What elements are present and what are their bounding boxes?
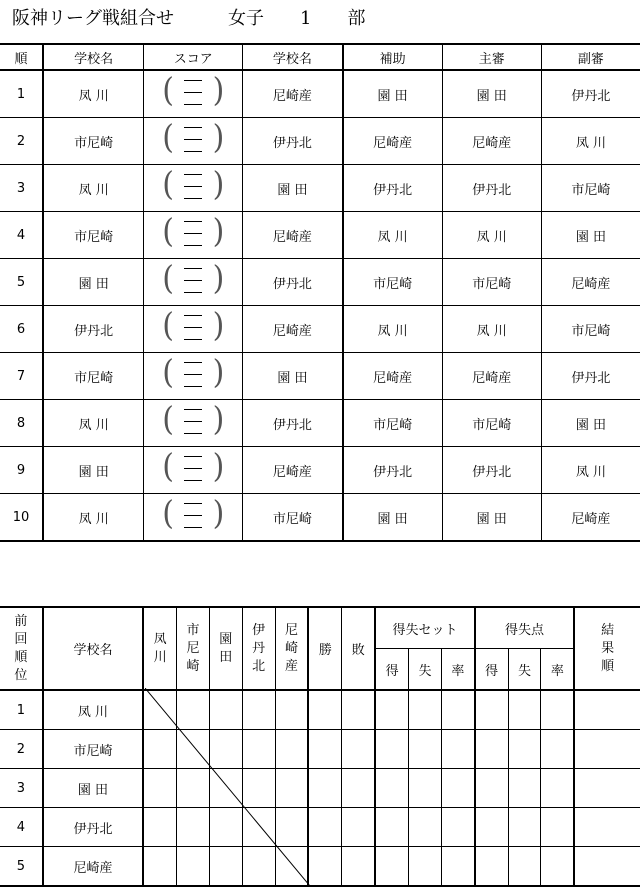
- score-bracket: ( ): [162, 400, 225, 439]
- prev-rank: 2: [0, 730, 43, 769]
- team-a: 伊丹北: [43, 306, 144, 353]
- score-cell: [144, 400, 243, 447]
- team-a: 市尼崎: [43, 212, 144, 259]
- referee: 園 田: [442, 494, 541, 542]
- score-bracket: ( ): [162, 165, 225, 204]
- match-order: 8: [0, 400, 43, 447]
- referee: 伊丹北: [442, 165, 541, 212]
- point-ratio-cell: [541, 769, 574, 808]
- school-name: 伊丹北: [43, 808, 143, 847]
- header-school-b: 学校名: [243, 44, 343, 70]
- score-bracket: ( ): [162, 71, 225, 110]
- match-row: [0, 447, 640, 494]
- sub-referee: 伊丹北: [541, 70, 640, 118]
- score-cell: [144, 118, 243, 165]
- set-against-cell: [409, 730, 442, 769]
- match-result-cell: [177, 808, 210, 847]
- assist: 市尼崎: [343, 259, 443, 306]
- score-cell: [144, 494, 243, 542]
- match-result-cell: [143, 808, 176, 847]
- set-ratio-cell: [441, 808, 474, 847]
- match-result-cell: [209, 769, 242, 808]
- school-header: 学校名: [43, 607, 143, 690]
- point-against-cell: [508, 690, 541, 730]
- match-row: [0, 165, 640, 212]
- match-header-row: [0, 44, 640, 70]
- sub-referee: 尼崎産: [541, 494, 640, 542]
- opponent-header-0: 凤 川: [143, 607, 176, 690]
- match-row: [0, 400, 640, 447]
- header-assist: 補助: [343, 44, 443, 70]
- sub-referee: 園 田: [541, 400, 640, 447]
- losses-cell: [342, 808, 375, 847]
- match-result-cell: [209, 847, 242, 887]
- match-row: [0, 353, 640, 400]
- losses-header: 敗: [342, 607, 375, 690]
- team-a: 園 田: [43, 447, 144, 494]
- wins-cell: [308, 847, 341, 887]
- opponent-header-3: 伊 丹 北: [242, 607, 275, 690]
- opponent-header-2: 園 田: [209, 607, 242, 690]
- wins-cell: [308, 690, 341, 730]
- match-result-cell: [242, 690, 275, 730]
- assist: 凤 川: [343, 212, 443, 259]
- school-name: 尼崎産: [43, 847, 143, 887]
- team-b: 尼崎産: [243, 306, 343, 353]
- point-against-cell: [508, 769, 541, 808]
- school-name: 凤 川: [43, 690, 143, 730]
- score-bracket: ( ): [162, 494, 225, 533]
- wins-cell: [308, 769, 341, 808]
- final-rank-cell: [574, 730, 640, 769]
- point-against-cell: [508, 808, 541, 847]
- score-cell: [144, 259, 243, 306]
- header-referee: 主審: [442, 44, 541, 70]
- team-b: 伊丹北: [243, 118, 343, 165]
- match-row: [0, 306, 640, 353]
- assist: 凤 川: [343, 306, 443, 353]
- set-against-cell: [409, 690, 442, 730]
- final-rank-cell: [574, 847, 640, 887]
- header-school-a: 学校名: [43, 44, 144, 70]
- referee: 凤 川: [442, 306, 541, 353]
- score-bracket: ( ): [162, 306, 225, 345]
- opponent-header-4: 尼 崎 産: [275, 607, 308, 690]
- point-for-cell: [475, 730, 508, 769]
- match-result-cell: [209, 808, 242, 847]
- match-result-cell: [275, 769, 308, 808]
- match-result-cell: [275, 808, 308, 847]
- assist: 尼崎産: [343, 353, 443, 400]
- team-b: 尼崎産: [243, 70, 343, 118]
- sub-referee: 凤 川: [541, 447, 640, 494]
- score-cell: [144, 306, 243, 353]
- sub-referee: 園 田: [541, 212, 640, 259]
- point-for-cell: [475, 808, 508, 847]
- team-b: 園 田: [243, 353, 343, 400]
- match-result-cell: [143, 690, 176, 730]
- set-ratio-cell: [441, 690, 474, 730]
- match-order: 7: [0, 353, 43, 400]
- match-order: 4: [0, 212, 43, 259]
- sub-referee: 市尼崎: [541, 306, 640, 353]
- referee: 市尼崎: [442, 259, 541, 306]
- match-result-cell: [242, 808, 275, 847]
- set-for-cell: [375, 730, 408, 769]
- match-order: 3: [0, 165, 43, 212]
- losses-cell: [342, 847, 375, 887]
- score-cell: [144, 165, 243, 212]
- match-result-cell: [209, 730, 242, 769]
- standings-row: [0, 690, 640, 730]
- score-cell: [144, 353, 243, 400]
- point-ratio-cell: [541, 730, 574, 769]
- standings-row: [0, 808, 640, 847]
- standings-row: [0, 730, 640, 769]
- point-for-cell: [475, 769, 508, 808]
- team-b: 伊丹北: [243, 259, 343, 306]
- point-ratio-cell: [541, 847, 574, 887]
- match-result-cell: [275, 847, 308, 887]
- match-order: 2: [0, 118, 43, 165]
- header-score: スコア: [144, 44, 243, 70]
- match-result-cell: [177, 769, 210, 808]
- prev-rank: 1: [0, 690, 43, 730]
- assist: 園 田: [343, 70, 443, 118]
- team-a: 凤 川: [43, 400, 144, 447]
- match-result-cell: [177, 847, 210, 887]
- sub-referee: 凤 川: [541, 118, 640, 165]
- prev-rank: 5: [0, 847, 43, 887]
- match-result-cell: [143, 730, 176, 769]
- match-order: 10: [0, 494, 43, 542]
- prev-rank: 3: [0, 769, 43, 808]
- score-bracket: ( ): [162, 259, 225, 298]
- score-bracket: ( ): [162, 447, 225, 486]
- team-b: 伊丹北: [243, 400, 343, 447]
- point-ratio-cell: [541, 808, 574, 847]
- point-for-cell: [475, 847, 508, 887]
- match-row: [0, 118, 640, 165]
- match-row: [0, 212, 640, 259]
- assist: 園 田: [343, 494, 443, 542]
- match-result-cell: [275, 690, 308, 730]
- result-header: 結 果 順: [574, 607, 640, 690]
- wins-cell: [308, 730, 341, 769]
- losses-cell: [342, 769, 375, 808]
- standings-table: [0, 606, 640, 887]
- set-for-header: 得: [375, 649, 408, 691]
- set-ratio-cell: [441, 847, 474, 887]
- prev-rank-header: 前 回 順 位: [0, 607, 43, 690]
- assist: 尼崎産: [343, 118, 443, 165]
- point-against-cell: [508, 847, 541, 887]
- team-b: 尼崎産: [243, 212, 343, 259]
- point-ratio-header: 率: [541, 649, 574, 691]
- team-a: 凤 川: [43, 494, 144, 542]
- team-b: 市尼崎: [243, 494, 343, 542]
- score-bracket: ( ): [162, 118, 225, 157]
- point-against-cell: [508, 730, 541, 769]
- sub-referee: 市尼崎: [541, 165, 640, 212]
- score-cell: [144, 212, 243, 259]
- standings-row: [0, 847, 640, 887]
- wins-header: 勝: [308, 607, 341, 690]
- referee: 伊丹北: [442, 447, 541, 494]
- set-ratio-cell: [441, 730, 474, 769]
- score-cell: [144, 70, 243, 118]
- team-a: 市尼崎: [43, 118, 144, 165]
- referee: 尼崎産: [442, 353, 541, 400]
- final-rank-cell: [574, 808, 640, 847]
- match-order: 1: [0, 70, 43, 118]
- point-for-cell: [475, 690, 508, 730]
- match-result-cell: [275, 730, 308, 769]
- school-name: 市尼崎: [43, 730, 143, 769]
- assist: 伊丹北: [343, 165, 443, 212]
- set-ratio-cell: [441, 769, 474, 808]
- header-sub-referee: 副審: [541, 44, 640, 70]
- set-against-header: 失: [409, 649, 442, 691]
- point-group-header: 得失点: [475, 607, 575, 649]
- sub-referee: 伊丹北: [541, 353, 640, 400]
- set-ratio-header: 率: [441, 649, 474, 691]
- referee: 市尼崎: [442, 400, 541, 447]
- page-title: 阪神リーグ戦組合せ 女子 1 部: [12, 8, 366, 29]
- assist: 伊丹北: [343, 447, 443, 494]
- score-bracket: ( ): [162, 212, 225, 251]
- match-schedule-table: [0, 43, 640, 542]
- team-b: 尼崎産: [243, 447, 343, 494]
- point-ratio-cell: [541, 690, 574, 730]
- point-for-header: 得: [475, 649, 508, 691]
- referee: 尼崎産: [442, 118, 541, 165]
- set-for-cell: [375, 808, 408, 847]
- header-order: 順: [0, 44, 43, 70]
- set-for-cell: [375, 847, 408, 887]
- match-result-cell: [143, 847, 176, 887]
- team-a: 市尼崎: [43, 353, 144, 400]
- opponent-header-1: 市 尼 崎: [177, 607, 210, 690]
- team-a: 凤 川: [43, 165, 144, 212]
- losses-cell: [342, 730, 375, 769]
- match-result-cell: [242, 847, 275, 887]
- referee: 園 田: [442, 70, 541, 118]
- school-name: 園 田: [43, 769, 143, 808]
- team-a: 凤 川: [43, 70, 144, 118]
- team-a: 園 田: [43, 259, 144, 306]
- standings-header-row-1: [0, 607, 640, 649]
- match-order: 5: [0, 259, 43, 306]
- standings-row: [0, 769, 640, 808]
- set-against-cell: [409, 808, 442, 847]
- match-result-cell: [242, 769, 275, 808]
- point-against-header: 失: [508, 649, 541, 691]
- set-for-cell: [375, 690, 408, 730]
- match-result-cell: [177, 690, 210, 730]
- match-result-cell: [242, 730, 275, 769]
- final-rank-cell: [574, 690, 640, 730]
- match-row: [0, 494, 640, 542]
- score-cell: [144, 447, 243, 494]
- set-for-cell: [375, 769, 408, 808]
- set-against-cell: [409, 769, 442, 808]
- prev-rank: 4: [0, 808, 43, 847]
- set-against-cell: [409, 847, 442, 887]
- wins-cell: [308, 808, 341, 847]
- match-result-cell: [177, 730, 210, 769]
- match-row: [0, 259, 640, 306]
- losses-cell: [342, 690, 375, 730]
- match-result-cell: [143, 769, 176, 808]
- score-bracket: ( ): [162, 353, 225, 392]
- sub-referee: 尼崎産: [541, 259, 640, 306]
- assist: 市尼崎: [343, 400, 443, 447]
- set-group-header: 得失セット: [375, 607, 475, 649]
- final-rank-cell: [574, 769, 640, 808]
- referee: 凤 川: [442, 212, 541, 259]
- match-order: 6: [0, 306, 43, 353]
- match-result-cell: [209, 690, 242, 730]
- match-order: 9: [0, 447, 43, 494]
- match-row: [0, 70, 640, 118]
- team-b: 園 田: [243, 165, 343, 212]
